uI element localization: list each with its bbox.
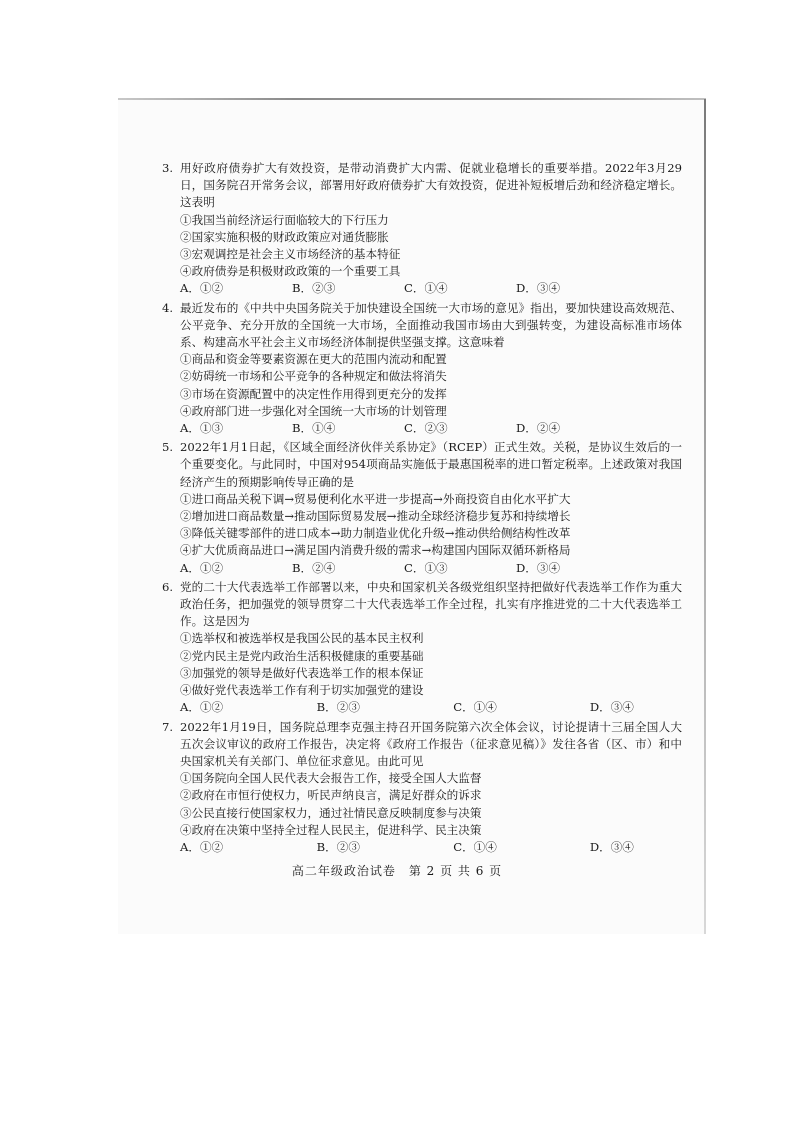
option-2: ②国家实施积极的财政政策应对通货膨胀: [180, 229, 389, 244]
option-2: ②党内民主是党内政治生活积极健康的重要基础: [180, 648, 424, 663]
question-stem: [162, 160, 682, 212]
option-3: ③加强党的领导是做好代表选举工作的根本保证: [180, 665, 424, 680]
question-number: 7.: [162, 719, 174, 734]
choice-c: C．①④: [453, 839, 497, 854]
choice-d: D．②④: [516, 421, 561, 436]
option-4: ④政府部门进一步强化对全国统一大市场的计划管理: [180, 403, 447, 418]
paper-right-edge: [704, 99, 706, 934]
option-2: ②妨碍统一市场和公平竞争的各种规定和做法将消失: [180, 369, 447, 384]
question-7: [162, 719, 682, 857]
choice-b: B．②③: [316, 839, 360, 854]
question-number: 3.: [162, 161, 174, 175]
choice-c: C．①④: [453, 700, 497, 715]
choice-c: C．①④: [404, 281, 448, 296]
answer-choices: [162, 280, 682, 297]
option-3: ③宏观调控是社会主义市场经济的基本特征: [180, 247, 401, 262]
choice-d: D．③④: [589, 700, 634, 715]
option-1: ①进口商品关税下调→贸易便利化水平进一步提高→外商投资自由化水平扩大: [180, 491, 571, 506]
question-4: [162, 300, 682, 438]
question-number: 6.: [162, 579, 174, 594]
question-stem: [162, 579, 682, 631]
question-6: [162, 579, 682, 717]
paper-top-edge: [118, 98, 706, 100]
option-4: ④政府在决策中坚持全过程人民民主，促进科学、民主决策: [180, 822, 482, 837]
choice-a: A．①②: [180, 281, 224, 296]
question-stem: [162, 719, 682, 771]
option-3: ③市场在资源配置中的决定性作用得到更充分的发挥: [180, 386, 447, 401]
option-1: ①我国当前经济运行面临较大的下行压力: [180, 212, 389, 227]
option-4: ④扩大优质商品进口→满足国内消费升级的需求→构建国内国际双循环新格局: [180, 543, 571, 558]
option-4: ④政府债券是积极财政政策的一个重要工具: [180, 264, 401, 279]
choice-d: D．③④: [516, 281, 561, 296]
question-5: [162, 439, 682, 577]
question-text: 用好政府债券扩大有效投资，是带动消费扩大内需、促就业稳增长的重要举措。2022年3月29日，国务院召开常务会议，部署用好政府债券扩大有效投资，促进补短板增后劲和经济稳定增长。这表明: [180, 161, 682, 210]
choice-a: A．①③: [180, 421, 224, 436]
answer-choices: [162, 699, 682, 716]
choice-c: C．②③: [404, 421, 448, 436]
page-footer: 高二年级政治试卷 第 2 页 共 6 页: [291, 864, 503, 878]
choice-b: B．②④: [292, 560, 336, 575]
question-stem: [162, 300, 682, 352]
choice-b: B．②③: [292, 281, 336, 296]
option-1: ①国务院向全国人民代表大会报告工作，接受全国人大监督: [180, 771, 482, 786]
question-number: 5.: [162, 440, 174, 455]
choice-a: A．①②: [180, 560, 224, 575]
exam-content: [162, 160, 682, 858]
question-stem: [162, 439, 682, 491]
option-1: ①商品和资金等要素资源在更大的范围内流动和配置: [180, 352, 447, 367]
question-text: 最近发布的《中共中央国务院关于加快建设全国统一大市场的意见》指出，要加快建设高效规范、公平竞争、充分开放的全国统一大市场，全面推动我国市场由大到强转变，为建设高标准市场体系、构建高水平社会主义市场经济体制提供坚强支撑。这意味着: [180, 300, 682, 350]
choice-a: A．①②: [180, 700, 224, 715]
question-number: 4.: [162, 300, 174, 315]
choice-b: B．②③: [316, 700, 360, 715]
option-3: ③降低关键零部件的进口成本→助力制造业优化升级→推动供给侧结构性改革: [180, 526, 571, 541]
answer-choices: [162, 560, 682, 577]
question-text: 党的二十大代表选举工作部署以来，中央和国家机关各级党组织坚持把做好代表选举工作作为重大政治任务，把加强党的领导贯穿二十大代表选举工作全过程，扎实有序推进党的二十大代表选举工作。这是因为: [180, 579, 682, 629]
answer-choices: [162, 839, 682, 856]
choice-b: B．①④: [292, 421, 336, 436]
question-3: [162, 160, 682, 298]
choice-d: D．③④: [516, 560, 561, 575]
option-4: ④做好党代表选举工作有利于切实加强党的建设: [180, 683, 424, 698]
option-3: ③公民直接行使国家权力，通过社情民意反映制度参与决策: [180, 805, 482, 820]
option-1: ①选举权和被选举权是我国公民的基本民主权利: [180, 631, 424, 646]
option-2: ②政府在市恒行使权力，听民声纳良言，满足好群众的诉求: [180, 788, 482, 803]
answer-choices: [162, 420, 682, 437]
choice-d: D．③④: [589, 839, 634, 854]
choice-c: C．①③: [404, 560, 448, 575]
option-2: ②增加进口商品数量→推动国际贸易发展→推动全球经济稳步复苏和持续增长: [180, 509, 571, 524]
question-text: 2022年1月19日，国务院总理李克强主持召开国务院第六次全体会议，讨论提请十三届全国人大五次会议审议的政府工作报告，决定将《政府工作报告（征求意见稿）》发往各省（区、市）和中央国家机关有关部门、单位征求意见。由此可见: [180, 719, 682, 768]
question-text: 2022年1月1日起，《区域全面经济伙伴关系协定》（RCEP）正式生效。关税，是协议生效后的一个重要变化。与此同时，中国对954项商品实施低于最惠国税率的进口暂定税率。上述政策对我国经济产生的预期影响传导正确的是: [180, 440, 682, 489]
choice-a: A．①②: [180, 839, 224, 854]
